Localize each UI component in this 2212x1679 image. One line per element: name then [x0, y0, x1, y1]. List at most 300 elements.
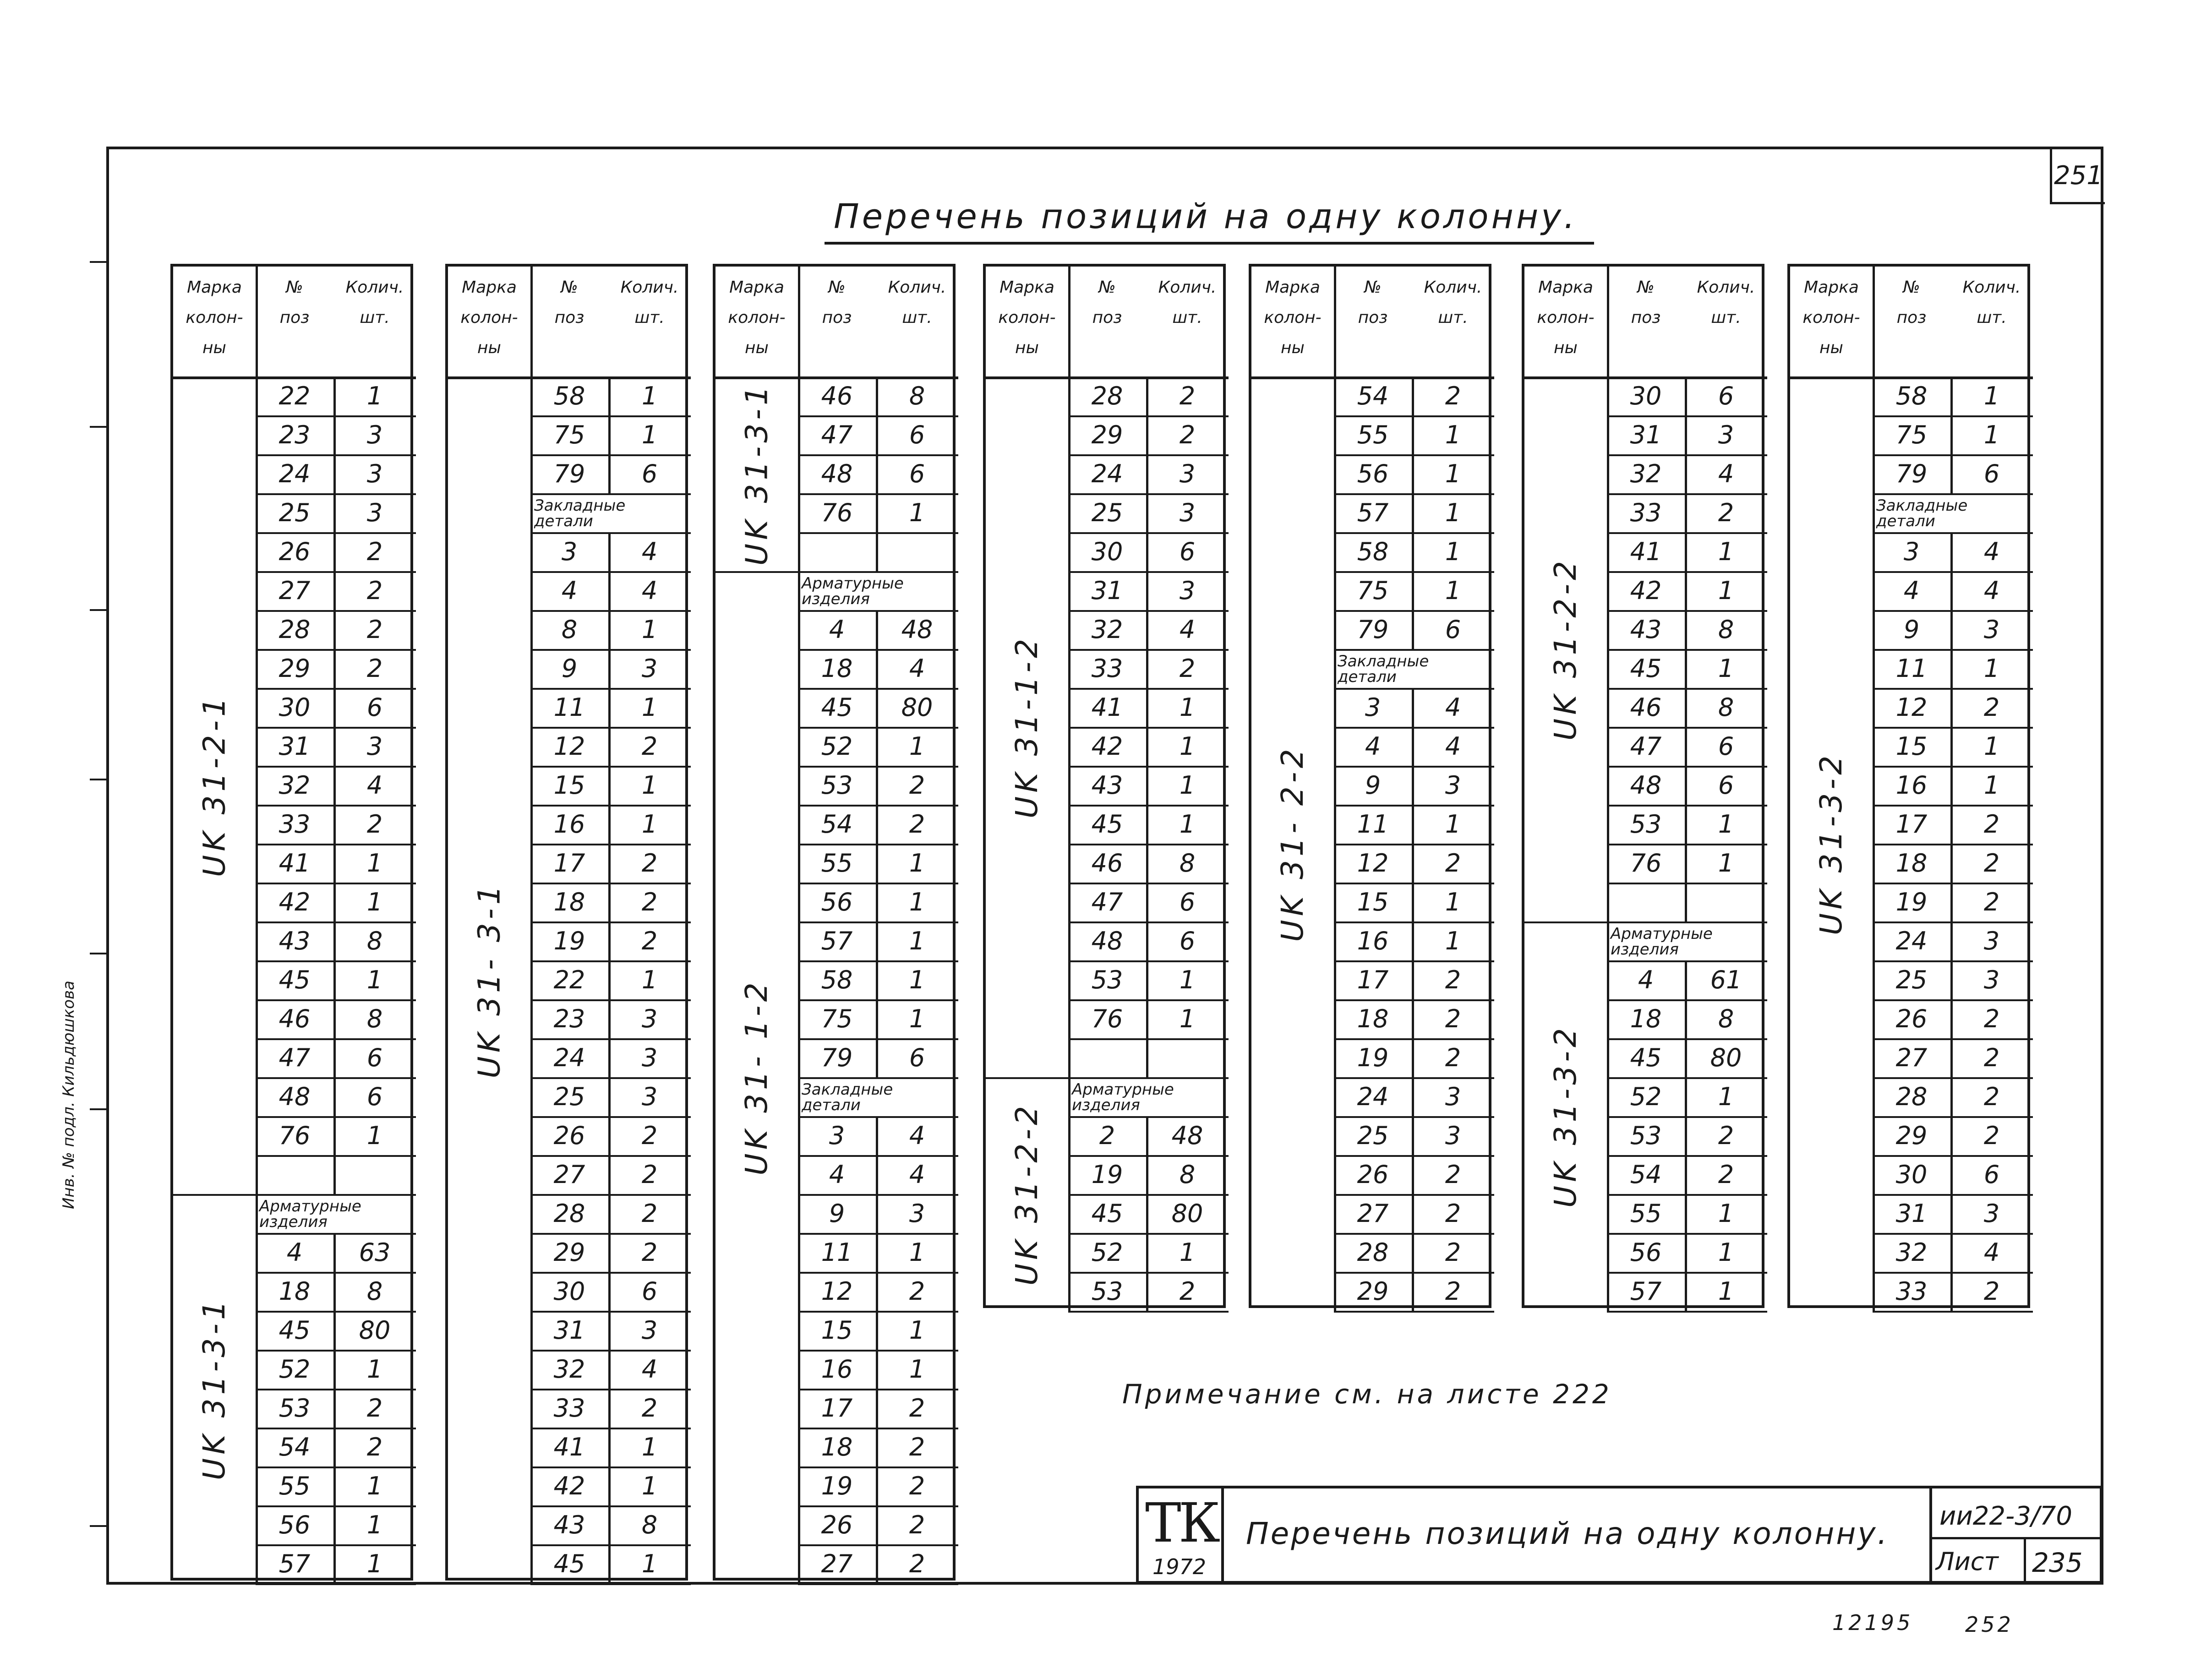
- column-divider: [608, 727, 611, 766]
- column-divider: [1950, 454, 1953, 493]
- column-divider: [1685, 960, 1687, 999]
- position-number: 55: [1357, 420, 1389, 449]
- position-number: 28: [1357, 1238, 1389, 1267]
- column-divider: [608, 1233, 611, 1272]
- position-number: 29: [279, 654, 311, 683]
- quantity: 6: [366, 1043, 383, 1072]
- section-note: Арматурные изделия: [1611, 925, 1713, 959]
- quantity: 1: [1445, 888, 1461, 916]
- column-header: №: [1098, 278, 1116, 297]
- position-number: 29: [1357, 1277, 1389, 1306]
- position-number: 26: [279, 537, 311, 566]
- quantity: 1: [1179, 1004, 1196, 1033]
- quantity: 1: [1179, 965, 1196, 994]
- tk-box: [1139, 1488, 1224, 1581]
- quantity: 1: [1445, 810, 1461, 839]
- column-divider: [1685, 1116, 1687, 1155]
- quantity: 6: [909, 459, 925, 488]
- quantity: 8: [909, 382, 925, 410]
- column-divider: [333, 727, 336, 766]
- position-number: 75: [1895, 420, 1928, 449]
- quantity: 6: [1983, 1160, 2000, 1189]
- column-divider: [608, 960, 611, 999]
- quantity: 2: [1445, 1238, 1461, 1267]
- quantity: 6: [1179, 537, 1196, 566]
- quantity: 4: [909, 1160, 925, 1189]
- column-divider: [1950, 1077, 1953, 1116]
- table-block: [1787, 264, 2030, 1308]
- position-number: 47: [821, 420, 853, 449]
- position-number: 31: [1630, 420, 1662, 449]
- position-number: 27: [821, 1549, 853, 1578]
- position-number: 53: [1630, 1121, 1662, 1150]
- column-mark-label: UK 31-1-2: [1009, 635, 1044, 819]
- column-divider: [876, 1544, 878, 1583]
- quantity: 4: [366, 771, 383, 800]
- quantity: 2: [909, 1433, 925, 1461]
- column-divider: [1146, 415, 1148, 454]
- quantity: 1: [909, 1316, 925, 1345]
- column-header: ны: [1015, 338, 1039, 357]
- position-number: 11: [821, 1238, 853, 1267]
- quantity: 1: [909, 927, 925, 955]
- position-number: 33: [1630, 498, 1662, 527]
- quantity: 1: [909, 888, 925, 916]
- quantity: 1: [1179, 732, 1196, 761]
- position-number: 29: [1091, 420, 1123, 449]
- row-line: [1607, 921, 1767, 923]
- quantity: 1: [1445, 459, 1461, 488]
- position-number: 58: [1357, 537, 1389, 566]
- quantity: 2: [1983, 1277, 2000, 1306]
- quantity: 1: [641, 420, 658, 449]
- quantity: 1: [909, 849, 925, 878]
- remark-note: Примечание см. на листе 222: [1122, 1379, 1612, 1410]
- quantity: 2: [1445, 965, 1461, 994]
- position-number: 29: [553, 1238, 585, 1267]
- quantity: 4: [641, 537, 658, 566]
- column-divider: [333, 999, 336, 1038]
- column-divider: [1146, 999, 1148, 1038]
- column-divider: [608, 805, 611, 844]
- position-number: 16: [1357, 927, 1389, 955]
- position-number: 33: [553, 1394, 585, 1423]
- column-header: Колич.: [1158, 278, 1217, 297]
- quantity: 3: [641, 1004, 658, 1033]
- column-divider: [608, 454, 611, 493]
- position-number: 53: [821, 771, 853, 800]
- column-divider: [1950, 844, 1953, 883]
- position-number: 28: [1091, 382, 1123, 410]
- column-divider: [1412, 960, 1414, 999]
- column-divider: [608, 1428, 611, 1466]
- quantity: 3: [1983, 615, 2000, 644]
- column-divider: [1950, 688, 1953, 727]
- position-number: 56: [821, 888, 853, 916]
- column-header: поз: [1358, 308, 1388, 327]
- position-number: 75: [1357, 576, 1389, 605]
- position-number: 55: [821, 849, 853, 878]
- quantity: 2: [366, 1433, 383, 1461]
- column-divider: [333, 688, 336, 727]
- quantity: 2: [366, 537, 383, 566]
- quantity: 3: [366, 459, 383, 488]
- quantity: 8: [366, 1277, 383, 1306]
- column-header: поз: [1896, 308, 1927, 327]
- quantity: 3: [641, 1316, 658, 1345]
- quantity: 1: [1718, 576, 1734, 605]
- quantity: 3: [1983, 965, 2000, 994]
- quantity: 2: [1718, 498, 1734, 527]
- column-header: ны: [477, 338, 501, 357]
- column-divider: [333, 1350, 336, 1389]
- margin-tick: [90, 953, 108, 954]
- quantity: 3: [1179, 576, 1196, 605]
- quantity: 1: [1718, 654, 1734, 683]
- column-divider: [1412, 1116, 1414, 1155]
- quantity: 1: [366, 1549, 383, 1578]
- column-divider: [1950, 610, 1953, 649]
- table-block: [983, 264, 1226, 1308]
- position-number: 46: [821, 382, 853, 410]
- quantity: 2: [909, 1472, 925, 1500]
- footer-page-number: 252: [1965, 1612, 2014, 1637]
- position-number: 76: [1630, 849, 1662, 878]
- table-block: [170, 264, 413, 1581]
- column-divider: [876, 1505, 878, 1544]
- quantity: 2: [1983, 1043, 2000, 1072]
- column-divider: [1950, 766, 1953, 805]
- quantity: 2: [909, 771, 925, 800]
- column-divider: [608, 1505, 611, 1544]
- quantity: 2: [1445, 1277, 1461, 1306]
- position-number: 52: [1091, 1238, 1123, 1267]
- stamp-code: ии22-3/70: [1939, 1501, 2073, 1531]
- column-divider: [333, 1233, 336, 1272]
- quantity: 1: [909, 498, 925, 527]
- position-number: 57: [1630, 1277, 1662, 1306]
- position-number: 41: [1630, 537, 1662, 566]
- column-divider: [1950, 1194, 1953, 1233]
- column-header: поз: [1092, 308, 1122, 327]
- quantity: 2: [366, 810, 383, 839]
- column-divider: [608, 610, 611, 649]
- quantity: 6: [1718, 382, 1734, 410]
- position-number: 30: [1091, 537, 1123, 566]
- quantity: 3: [1179, 498, 1196, 527]
- position-number: 30: [279, 693, 311, 722]
- position-number: 53: [279, 1394, 311, 1423]
- column-header: поз: [554, 308, 584, 327]
- column-header: колон-: [186, 308, 243, 327]
- column-divider: [1685, 1272, 1687, 1311]
- quantity: 1: [1179, 771, 1196, 800]
- position-number: 18: [1357, 1004, 1389, 1033]
- column-divider: [333, 571, 336, 610]
- quantity: 2: [1179, 1277, 1196, 1306]
- column-header: поз: [822, 308, 852, 327]
- column-divider: [1412, 376, 1414, 415]
- position-number: 24: [279, 459, 311, 488]
- quantity: 3: [1983, 927, 2000, 955]
- title-stamp: [1136, 1486, 2103, 1584]
- column-divider: [1950, 921, 1953, 960]
- column-divider: [1685, 415, 1687, 454]
- position-number: 24: [1895, 927, 1928, 955]
- column-divider: [1146, 921, 1148, 960]
- table-block: [445, 264, 688, 1581]
- column-mark-label: UK 31- 2-2: [1275, 745, 1310, 942]
- section-note: Арматурные изделия: [259, 1197, 361, 1231]
- column-divider: [1412, 1155, 1414, 1194]
- column-header: Колич.: [620, 278, 679, 297]
- position-number: 16: [1895, 771, 1928, 800]
- quantity: 4: [1983, 537, 2000, 566]
- quantity: 8: [1179, 849, 1196, 878]
- column-header: №: [828, 278, 846, 297]
- column-divider: [1412, 1272, 1414, 1311]
- column-header: №: [286, 278, 303, 297]
- column-divider: [1685, 1038, 1687, 1077]
- quantity: 6: [641, 1277, 658, 1306]
- column-divider: [333, 1077, 336, 1116]
- position-number: 75: [821, 1004, 853, 1033]
- position-number: 8: [561, 615, 578, 644]
- quantity: 63: [359, 1238, 391, 1267]
- stamp-code-separator: [1932, 1537, 2100, 1539]
- position-number: 41: [279, 849, 311, 878]
- position-number: 33: [1091, 654, 1123, 683]
- quantity: 1: [1179, 810, 1196, 839]
- quantity: 2: [1983, 693, 2000, 722]
- quantity: 2: [1983, 1082, 2000, 1111]
- quantity: 3: [641, 654, 658, 683]
- position-number: 46: [1091, 849, 1123, 878]
- position-number: 76: [821, 498, 853, 527]
- column-divider: [608, 415, 611, 454]
- position-number: 27: [279, 576, 311, 605]
- position-number: 43: [279, 927, 311, 955]
- column-header: колон-: [460, 308, 518, 327]
- column-divider: [1685, 610, 1687, 649]
- column-header: ны: [1819, 338, 1843, 357]
- position-number: 43: [553, 1510, 585, 1539]
- column-header: шт.: [360, 308, 390, 327]
- quantity: 2: [909, 1510, 925, 1539]
- quantity: 1: [1179, 1238, 1196, 1267]
- quantity: 1: [1718, 537, 1734, 566]
- column-divider: [1685, 844, 1687, 883]
- column-divider: [876, 649, 878, 688]
- quantity: 4: [909, 654, 925, 683]
- position-number: 23: [279, 420, 311, 449]
- position-number: 31: [1895, 1199, 1928, 1228]
- quantity: 2: [641, 849, 658, 878]
- position-number: 53: [1091, 1277, 1123, 1306]
- column-divider: [876, 1194, 878, 1233]
- position-number: 54: [1357, 382, 1389, 410]
- quantity: 3: [1445, 1121, 1461, 1150]
- position-number: 9: [561, 654, 578, 683]
- column-divider: [1685, 376, 1687, 415]
- quantity: 3: [1983, 1199, 2000, 1228]
- column-divider: [876, 688, 878, 727]
- quantity: 6: [1179, 888, 1196, 916]
- position-number: 26: [821, 1510, 853, 1539]
- quantity: 2: [641, 927, 658, 955]
- position-number: [1068, 1038, 1146, 1077]
- quantity: 4: [909, 1121, 925, 1150]
- column-divider: [1950, 1272, 1953, 1311]
- column-divider: [1146, 649, 1148, 688]
- quantity: 1: [641, 810, 658, 839]
- column-divider: [608, 532, 611, 571]
- column-divider: [1146, 960, 1148, 999]
- position-number: 79: [1895, 459, 1928, 488]
- position-number: [798, 532, 876, 571]
- quantity: 1: [641, 965, 658, 994]
- quantity: 6: [1445, 615, 1461, 644]
- position-number: 33: [1895, 1277, 1928, 1306]
- column-divider: [333, 1038, 336, 1077]
- column-divider: [1685, 532, 1687, 571]
- position-number: 17: [553, 849, 585, 878]
- quantity: 1: [909, 1238, 925, 1267]
- title-underline: [825, 242, 1594, 245]
- quantity: 2: [641, 1160, 658, 1189]
- position-number: 26: [1895, 1004, 1928, 1033]
- quantity: 6: [1179, 927, 1196, 955]
- position-number: 47: [1091, 888, 1123, 916]
- position-number: 28: [553, 1199, 585, 1228]
- quantity: 80: [901, 693, 933, 722]
- column-divider: [876, 1155, 878, 1194]
- position-number: 17: [1895, 810, 1928, 839]
- column-mark-label: UK 31-2-1: [197, 693, 232, 877]
- column-divider: [1412, 766, 1414, 805]
- column-divider: [1146, 1233, 1148, 1272]
- column-divider: [1146, 454, 1148, 493]
- position-number: 15: [1357, 888, 1389, 916]
- quantity: 8: [366, 927, 383, 955]
- column-divider: [876, 1116, 878, 1155]
- quantity: 2: [641, 888, 658, 916]
- column-divider: [333, 649, 336, 688]
- position-number: 19: [1895, 888, 1928, 916]
- column-divider: [333, 532, 336, 571]
- column-divider: [608, 1272, 611, 1311]
- position-number: 12: [821, 1277, 853, 1306]
- column-divider: [1146, 571, 1148, 610]
- column-divider: [608, 1077, 611, 1116]
- column-divider: [876, 766, 878, 805]
- column-divider: [608, 883, 611, 921]
- row-line: [1334, 1311, 1494, 1313]
- quantity: 80: [1710, 1043, 1742, 1072]
- column-header: Марка: [729, 278, 784, 297]
- quantity: 1: [1718, 1199, 1734, 1228]
- row-line: [1068, 1311, 1229, 1313]
- quantity: 2: [1445, 1160, 1461, 1189]
- sheet-corner-number: 251: [2050, 149, 2105, 204]
- column-divider: [608, 1038, 611, 1077]
- column-mark-label: UK 31-2-2: [1009, 1102, 1044, 1286]
- column-divider: [876, 532, 878, 571]
- column-divider: [1685, 571, 1687, 610]
- quantity: 2: [1179, 382, 1196, 410]
- position-number: 56: [1357, 459, 1389, 488]
- quantity: 4: [1445, 732, 1461, 761]
- position-number: 27: [1895, 1043, 1928, 1072]
- column-divider: [1950, 649, 1953, 688]
- column-divider: [608, 1116, 611, 1155]
- position-number: 54: [821, 810, 853, 839]
- quantity: 1: [366, 1355, 383, 1384]
- column-divider: [608, 649, 611, 688]
- position-number: [256, 1155, 333, 1194]
- quantity: 2: [366, 654, 383, 683]
- column-divider: [1685, 805, 1687, 844]
- position-number: 16: [821, 1355, 853, 1384]
- column-divider: [333, 766, 336, 805]
- quantity: 1: [366, 1472, 383, 1500]
- position-number: 53: [1630, 810, 1662, 839]
- quantity: 2: [1179, 420, 1196, 449]
- quantity: 1: [1718, 849, 1734, 878]
- column-divider: [608, 376, 611, 415]
- stamp-year: 1972: [1152, 1554, 1207, 1579]
- column-header: Марка: [999, 278, 1054, 297]
- position-number: 24: [1357, 1082, 1389, 1111]
- position-number: 17: [821, 1394, 853, 1423]
- column-divider: [333, 1116, 336, 1155]
- position-number: 25: [1091, 498, 1123, 527]
- column-divider: [1146, 844, 1148, 883]
- position-number: 45: [279, 965, 311, 994]
- position-number: [1607, 883, 1685, 921]
- column-header: ны: [745, 338, 769, 357]
- quantity: 8: [641, 1510, 658, 1539]
- column-divider: [608, 1194, 611, 1233]
- column-divider: [333, 1505, 336, 1544]
- quantity: 2: [641, 1238, 658, 1267]
- column-divider: [876, 727, 878, 766]
- section-note: Закладные детали: [1338, 652, 1429, 686]
- position-number: 48: [1630, 771, 1662, 800]
- quantity: 6: [909, 420, 925, 449]
- column-header: №: [1903, 278, 1920, 297]
- position-number: 23: [553, 1004, 585, 1033]
- column-divider: [1146, 1272, 1148, 1311]
- column-header: №: [561, 278, 578, 297]
- column-header: колон-: [998, 308, 1056, 327]
- section-note: Закладные детали: [1876, 496, 1968, 530]
- column-divider: [1950, 1233, 1953, 1272]
- row-line: [1607, 1311, 1767, 1313]
- column-header: шт.: [902, 308, 932, 327]
- column-header: Колич.: [1962, 278, 2021, 297]
- position-number: 3: [829, 1121, 845, 1150]
- row-line: [530, 1583, 691, 1585]
- stamp-title: Перечень позиций на одну колонну.: [1246, 1516, 1889, 1551]
- quantity: 2: [1718, 1121, 1734, 1150]
- column-header: шт.: [634, 308, 665, 327]
- column-divider: [876, 1272, 878, 1311]
- quantity: 2: [1179, 654, 1196, 683]
- column-divider: [1146, 1116, 1148, 1155]
- tk-logo: ТК: [1145, 1491, 1218, 1554]
- position-number: 48: [821, 459, 853, 488]
